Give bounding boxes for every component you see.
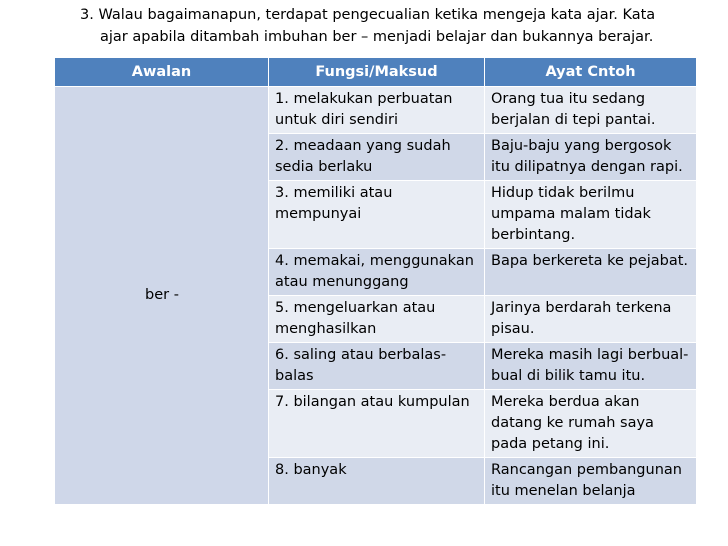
- table-header-row: [55, 58, 697, 87]
- fungsi-cell: 8. banyak: [269, 458, 485, 505]
- intro-line-1: 3. Walau bagaimanapun, terdapat pengecualian ketika mengeja kata ajar. Kata: [80, 7, 656, 23]
- fungsi-cell: 4. memakai, menggunakan atau menunggang: [269, 249, 485, 296]
- ayat-cell: Mereka masih lagi berbual-bual di bilik tamu itu.: [485, 343, 697, 390]
- header-fungsi: Fungsi/Maksud: [269, 58, 485, 87]
- ayat-cell: Rancangan pembangunan itu menelan belanja: [485, 458, 697, 505]
- ayat-cell: Orang tua itu sedang berjalan di tepi pantai.: [485, 87, 697, 134]
- fungsi-cell: 3. memiliki atau mempunyai: [269, 181, 485, 249]
- fungsi-cell: 6. saling atau berbalas-balas: [269, 343, 485, 390]
- intro-line-2: ajar apabila ditambah imbuhan ber – menjadi belajar dan bukannya berajar.: [100, 29, 654, 45]
- fungsi-cell: 7. bilangan atau kumpulan: [269, 390, 485, 458]
- ayat-cell: Mereka berdua akan datang ke rumah saya pada petang ini.: [485, 390, 697, 458]
- ayat-cell: Bapa berkereta ke pejabat.: [485, 249, 697, 296]
- awalan-cell: ber -: [55, 87, 269, 505]
- fungsi-cell: 2. meadaan yang sudah sedia berlaku: [269, 134, 485, 181]
- fungsi-cell: 5. mengeluarkan atau menghasilkan: [269, 296, 485, 343]
- fungsi-cell: 1. melakukan perbuatan untuk diri sendiri: [269, 87, 485, 134]
- header-awalan: Awalan: [55, 58, 269, 87]
- ayat-cell: Jarinya berdarah terkena pisau.: [485, 296, 697, 343]
- ayat-cell: Hidup tidak berilmu umpama malam tidak berbintang.: [485, 181, 697, 249]
- imbuhan-table: [54, 57, 697, 505]
- intro-paragraph: [80, 4, 720, 48]
- table-row: [55, 87, 697, 134]
- ayat-cell: Baju-baju yang bergosok itu dilipatnya dengan rapi.: [485, 134, 697, 181]
- header-ayat: Ayat Cntoh: [485, 58, 697, 87]
